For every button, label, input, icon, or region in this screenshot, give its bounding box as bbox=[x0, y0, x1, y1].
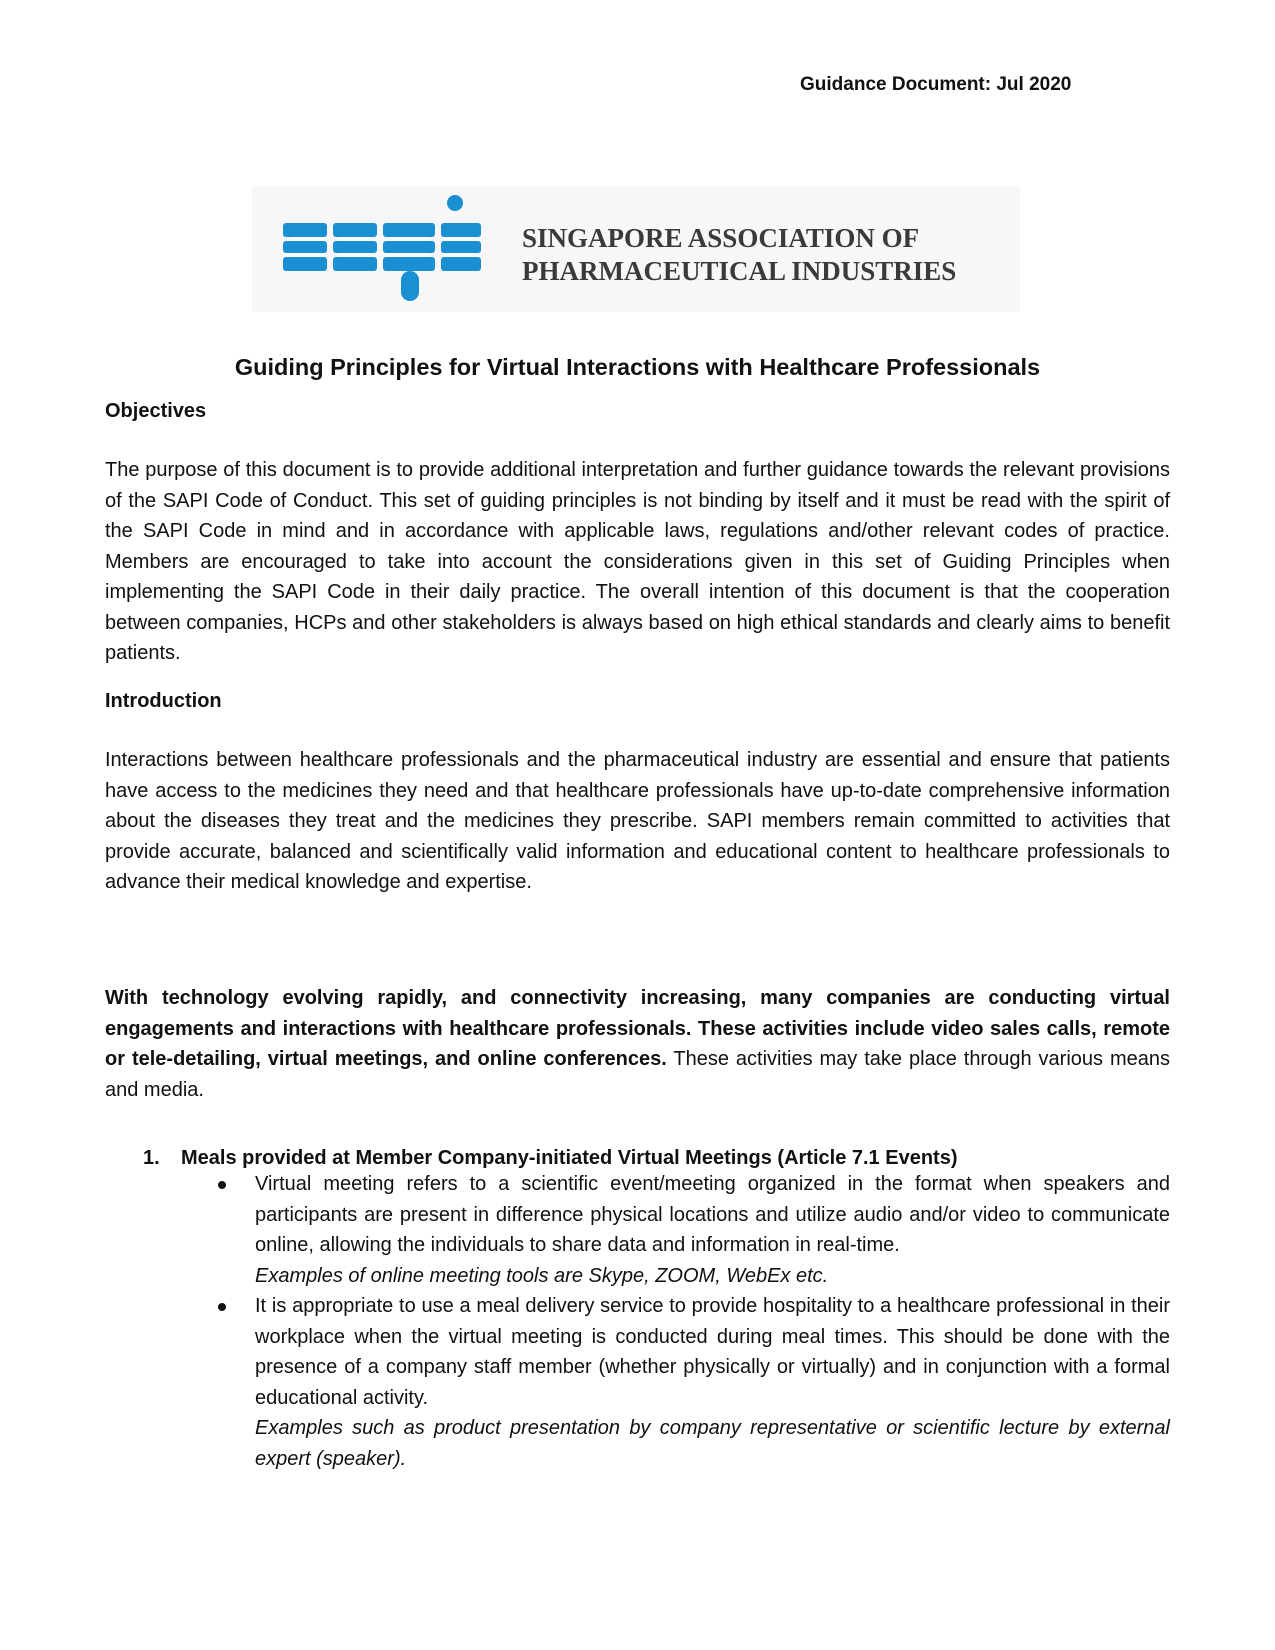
bullet-example: Examples of online meeting tools are Skype, ZOOM, WebEx etc. bbox=[255, 1264, 829, 1287]
technology-bold-text: With technology evolving rapidly, and connectivity increasing, many companies are conducting virtual engagements and interactions with healthcare professionals. These activities include video sales calls, remote or tele-detailing, virtual meetings, and online conferences. bbox=[105, 987, 1170, 1070]
objectives-heading: Objectives bbox=[105, 400, 207, 422]
technology-paragraph bbox=[105, 983, 1170, 1105]
organization-name-line2: PHARMACEUTICAL INDUSTRIES bbox=[522, 256, 957, 286]
introduction-heading: Introduction bbox=[105, 690, 222, 712]
item1-title: Meals provided at Member Company-initiated Virtual Meetings (Article 7.1 Events) bbox=[181, 1147, 958, 1169]
bullet-icon bbox=[218, 1181, 226, 1189]
list-item bbox=[215, 1291, 1170, 1474]
objectives-paragraph: The purpose of this document is to provide additional interpretation and further guidance towards the relevant provisions of the SAPI Code of Conduct. This set of guiding principles is not binding by itself and it must be read with the spirit of the SAPI Code in mind and in accordance with applicable laws, regulations and/other relevant codes of practice. Members are encouraged to take into account the considerations given in this set of Guiding Principles when implementing the SAPI Code in their daily practice. The overall intention of this document is that the cooperation between companies, HCPs and other stakeholders is always based on high ethical standards and clearly aims to benefit patients. bbox=[105, 459, 1170, 664]
sapi-logo-icon bbox=[283, 195, 483, 305]
document-reference: Guidance Document: Jul 2020 bbox=[800, 74, 1072, 95]
technology-rest-text: These activities may take place through various means and media. bbox=[105, 1048, 1170, 1101]
item1-number: 1. bbox=[143, 1147, 160, 1169]
item1-bullet-list bbox=[215, 1169, 1170, 1474]
organization-name-line1: SINGAPORE ASSOCIATION OF bbox=[522, 223, 920, 253]
document-title: Guiding Principles for Virtual Interactions with Healthcare Professionals bbox=[234, 354, 1041, 380]
bullet-text: Virtual meeting refers to a scientific event/meeting organized in the format when speakers and participants are present in difference physical locations and utilize audio and/or video to communicate online, allowing the individuals to share data and information in real-time. bbox=[255, 1173, 1170, 1256]
introduction-paragraph: Interactions between healthcare professionals and the pharmaceutical industry are essential and ensure that patients have access to the medicines they need and that healthcare professionals have up-to-date comprehensive information about the diseases they treat and the medicines they prescribe. SAPI members remain committed to activities that provide accurate, balanced and scientifically valid information and educational content to healthcare professionals to advance their medical knowledge and expertise. bbox=[105, 749, 1170, 893]
bullet-example: Examples such as product presentation by company representative or scientific lecture by external expert (speaker). bbox=[255, 1417, 1170, 1470]
bullet-icon bbox=[218, 1303, 226, 1311]
item1-heading bbox=[143, 1147, 957, 1170]
organization-name bbox=[522, 222, 956, 288]
list-item bbox=[215, 1169, 1170, 1291]
bullet-text: It is appropriate to use a meal delivery service to provide hospitality to a healthcare professional in their workplace when the virtual meeting is conducted during meal times. This should be done with the presence of a company staff member (whether physically or virtually) and in conjunction with a formal educational activity. bbox=[255, 1295, 1170, 1409]
